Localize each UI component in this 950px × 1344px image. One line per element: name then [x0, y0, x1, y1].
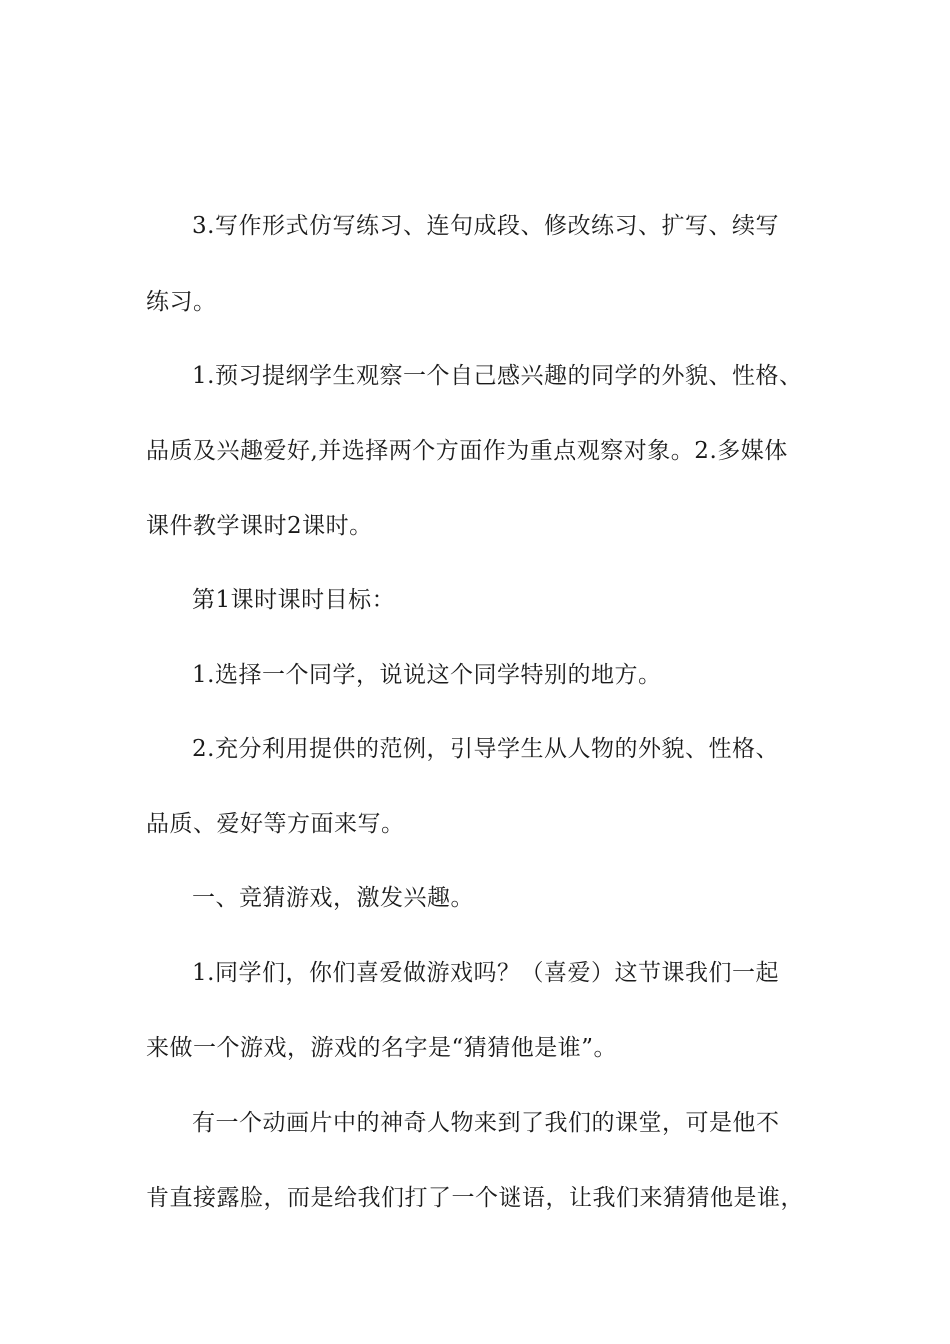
- paragraph-line: 肯直接露脸，而是给我们打了一个谜语，让我们来猜猜他是谁，: [146, 1185, 804, 1211]
- paragraph-line: 课件教学课时2课时。: [146, 513, 373, 539]
- paragraph-line: 1.选择一个同学，说说这个同学特别的地方。: [192, 662, 662, 688]
- paragraph-line: 品质及兴趣爱好,并选择两个方面作为重点观察对象。2.多媒体: [146, 438, 788, 464]
- paragraph-line: 1.预习提纲学生观察一个自己感兴趣的同学的外貌、性格、: [192, 363, 803, 389]
- paragraph-line: 第1课时课时目标：: [192, 587, 396, 613]
- paragraph-line: 来做一个游戏，游戏的名字是“猜猜他是谁”。: [146, 1035, 618, 1061]
- paragraph-line: 有一个动画片中的神奇人物来到了我们的课堂，可是他不: [192, 1110, 780, 1136]
- paragraph-line: 3.写作形式仿写练习、连句成段、修改练习、扩写、续写: [192, 213, 779, 239]
- paragraph-line: 练习。: [146, 289, 217, 315]
- paragraph-line: 品质、爱好等方面来写。: [146, 811, 405, 837]
- paragraph-line: 一、竞猜游戏，激发兴趣。: [192, 885, 474, 911]
- paragraph-line: 1.同学们，你们喜爱做游戏吗？（喜爱）这节课我们一起: [192, 960, 779, 986]
- paragraph-line: 2.充分利用提供的范例，引导学生从人物的外貌、性格、: [192, 736, 779, 762]
